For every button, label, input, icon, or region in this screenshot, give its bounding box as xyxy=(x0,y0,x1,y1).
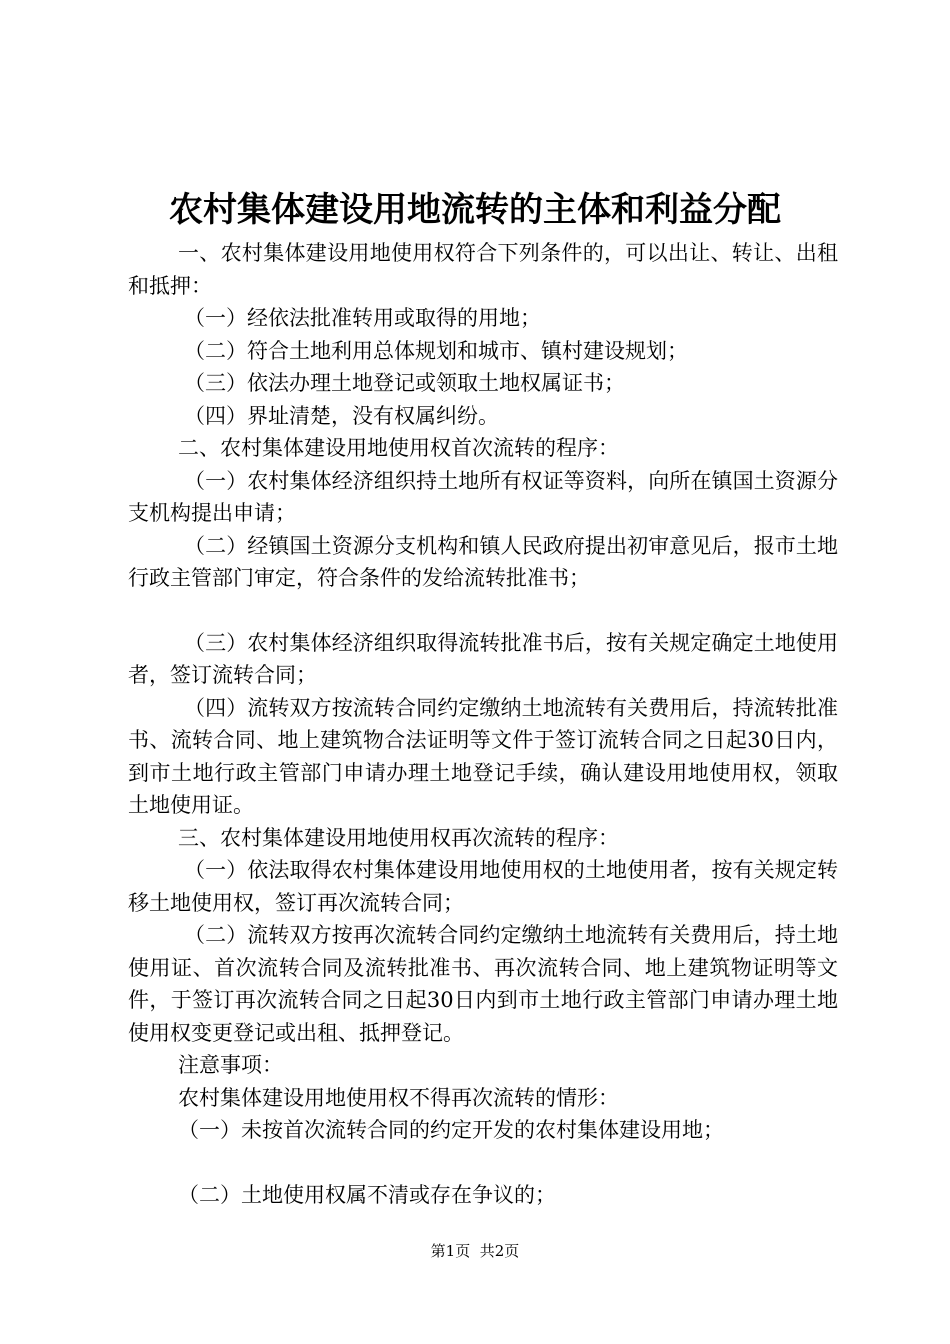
paragraph-item: （二）经镇国土资源分支机构和镇人民政府提出初审意见后，报市土地行政主管部门审定，符合条件的发给流转批准书； xyxy=(128,533,838,590)
page-number-current: 第1页 xyxy=(430,1242,471,1260)
paragraph-item: （一）依法取得农村集体建设用地使用权的土地使用者，按有关规定转移土地使用权，签订再次流转合同； xyxy=(128,858,838,915)
paragraph-section-2: 二、农村集体建设用地使用权首次流转的程序： xyxy=(178,436,619,460)
paragraph-notes-intro: 农村集体建设用地使用权不得再次流转的情形： xyxy=(178,1085,619,1110)
paragraph-item: （二）流转双方按再次流转合同约定缴纳土地流转有关费用后，持土地使用证、首次流转合同及流转批准书、再次流转合同、地上建筑物证明等文件，于签订再次流转合同之日起30日内到市土地行政主管部门申请办理土地使用权变更登记或出租、抵押登记。 xyxy=(128,923,838,1045)
page-number-total: 共2页 xyxy=(479,1242,520,1260)
paragraph-item: （一）农村集体经济组织持土地所有权证等资料，向所在镇国土资源分支机构提出申请； xyxy=(128,468,838,525)
paragraph-item: （二）符合土地利用总体规划和城市、镇村建设规划； xyxy=(184,338,688,363)
paragraph-item: （一）经依法批准转用或取得的用地； xyxy=(184,306,541,330)
paragraph-item: （二）土地使用权属不清或存在争议的； xyxy=(178,1182,556,1207)
paragraph-gap xyxy=(128,595,838,627)
paragraph-item: （四）流转双方按流转合同约定缴纳土地流转有关费用后，持流转批准书、流转合同、地上建筑物合法证明等文件于签订流转合同之日起30日内，到市土地行政主管部门申请办理土地登记手续，确认建设用地使用权，领取土地使用证。 xyxy=(128,695,838,817)
footer-spacer xyxy=(470,1242,480,1260)
paragraph-section-1: 一、农村集体建设用地使用权符合下列条件的，可以出让、转让、出租和抵押： xyxy=(128,241,838,298)
paragraph-section-3: 三、农村集体建设用地使用权再次流转的程序： xyxy=(178,825,619,850)
page-footer xyxy=(0,1240,950,1262)
paragraph-item: （三）依法办理土地登记或领取土地权属证书； xyxy=(184,371,625,395)
paragraph-item: （三）农村集体经济组织取得流转批准书后，按有关规定确定土地使用者，签订流转合同； xyxy=(128,630,838,687)
document-title: 农村集体建设用地流转的主体和利益分配 xyxy=(169,190,781,230)
paragraph-item: （一）未按首次流转合同的约定开发的农村集体建设用地； xyxy=(178,1118,724,1142)
paragraph-notes-heading: 注意事项： xyxy=(178,1053,283,1077)
paragraph-item: （四）界址清楚，没有权属纠纷。 xyxy=(184,403,499,428)
paragraph-gap xyxy=(128,1147,838,1179)
document-body xyxy=(128,237,838,1211)
